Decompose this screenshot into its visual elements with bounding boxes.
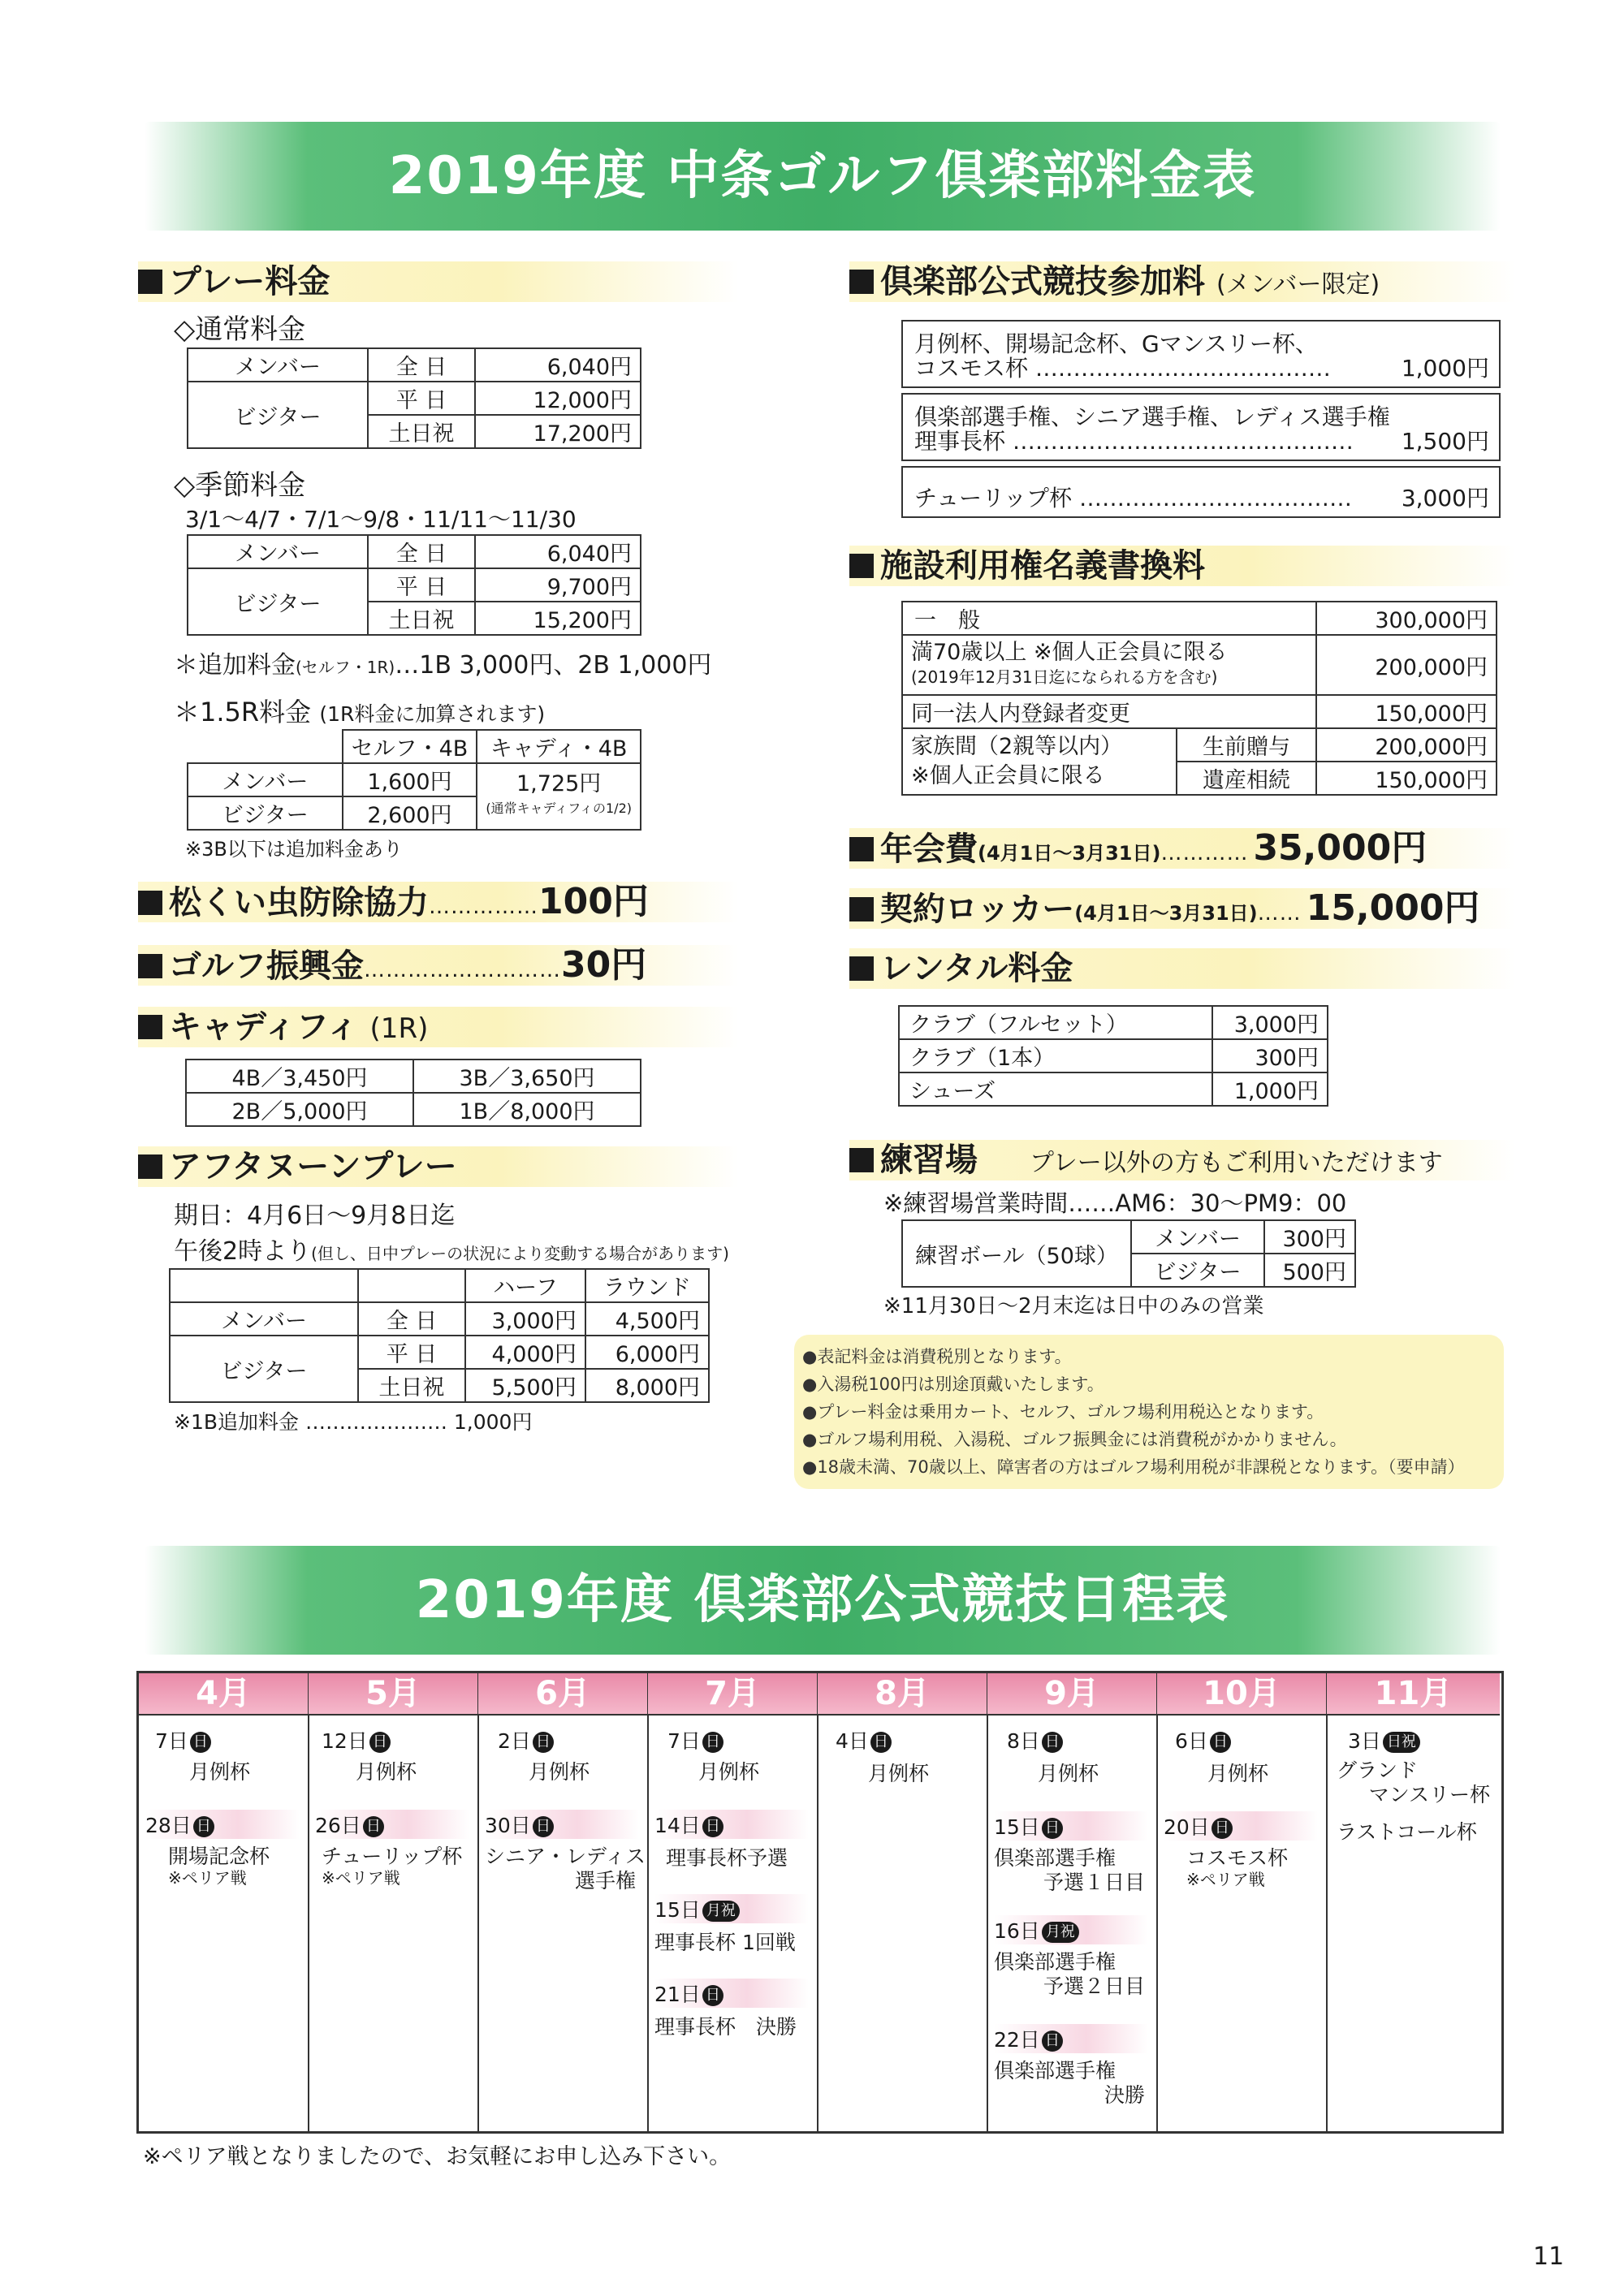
caddie-fee-cell: 1B／8,000円 xyxy=(413,1093,641,1126)
schedule-title: 2019年度 倶楽部公式競技日程表 xyxy=(415,1570,1230,1630)
sunday-badge-icon: 日 xyxy=(193,1816,214,1837)
competition-fee-heading: 倶楽部公式競技参加料 (メンバー限定) xyxy=(849,261,1515,302)
play-fee-heading: プレー料金 xyxy=(138,261,739,302)
seasonal-fee-table xyxy=(187,534,641,636)
price-cell: 8,000円 xyxy=(585,1369,709,1402)
month-header: 7月 xyxy=(648,1673,817,1716)
month-column: 5月 12日 日 月例杯 26日 日 チューリップ杯 ※ペリア戦 xyxy=(309,1673,479,2131)
price-cell: 150,000円 xyxy=(1316,695,1497,728)
schedule-footnote: ※ペリア戦となりましたので、お気軽にお申し込み下さい。 xyxy=(143,2144,732,2169)
price-cell: 12,000円 xyxy=(475,382,641,415)
holiday-badge-icon: 日祝 xyxy=(1383,1732,1420,1753)
sunday-badge-icon: 日 xyxy=(1042,1818,1063,1839)
price-cell: 2,600円 xyxy=(343,796,477,830)
month-column: 8月 4日 日 月例杯 xyxy=(818,1673,988,2131)
caddie-fee-table xyxy=(185,1059,641,1127)
price-cell: 200,000円 xyxy=(1316,635,1497,695)
member-label: メンバー xyxy=(1131,1220,1264,1254)
note-line: ●ゴルフ場利用税、入湯税、ゴルフ振興金には消費税がかかりません。 xyxy=(802,1430,1347,1449)
member-label: メンバー xyxy=(188,763,343,796)
sunday-badge-icon: 日 xyxy=(702,1732,723,1753)
month-header: 11月 xyxy=(1327,1673,1500,1716)
sunday-badge-icon: 日 xyxy=(369,1732,391,1753)
competition-fee-item: チューリップ杯 ……………………………… 3,000円 xyxy=(901,466,1501,518)
month-header: 9月 xyxy=(987,1673,1156,1716)
round-head: ラウンド xyxy=(585,1269,709,1302)
practice-hours: ※練習場営業時間……AM6：30～PM9：00 xyxy=(883,1189,1347,1217)
note-line: ●入湯税100円は別途頂戴いたします。 xyxy=(802,1375,1104,1394)
fee-title-banner xyxy=(145,122,1501,231)
day-label: 土日祝 xyxy=(358,1369,465,1402)
price-cell: 300円 xyxy=(1264,1220,1355,1254)
seasonal-fee-label: ◇季節料金 xyxy=(174,469,306,502)
sunday-badge-icon: 日 xyxy=(870,1732,892,1753)
month-column: 7月 7日 日 月例杯 14日 日 理事長杯予選 15日 月祝 理事長杯 1回戦 21日 日 理事長杯 決勝 xyxy=(648,1673,818,2131)
sunday-badge-icon: 日 xyxy=(1042,2031,1063,2052)
general-label: 一 般 xyxy=(902,602,1316,635)
price-cell: 3,000円 xyxy=(465,1302,585,1336)
month-header: 8月 xyxy=(818,1673,987,1716)
sunday-badge-icon: 日 xyxy=(363,1816,384,1837)
day-label: 全 日 xyxy=(358,1302,465,1336)
annual-fee-row: 年会費(4月1日～3月31日)………… 35,000円 xyxy=(849,828,1515,869)
square-bullet-icon xyxy=(138,1154,162,1179)
sunday-badge-icon: 日 xyxy=(533,1732,554,1753)
member-label: メンバー xyxy=(170,1302,358,1336)
month-column: 6月 2日 日 月例杯 30日 日 シニア・レディス 選手権 xyxy=(478,1673,649,2131)
practice-table xyxy=(901,1219,1356,1288)
transfer-fee-table xyxy=(901,601,1497,796)
day-label: 平 日 xyxy=(358,1336,465,1369)
caddie-fee-cell: 3B／3,650円 xyxy=(413,1060,641,1093)
month-column: 4月 7日 日 月例杯 28日 日 開場記念杯 ※ペリア戦 xyxy=(139,1673,309,2131)
practice-heading: 練習場 プレー以外の方もご利用いただけます xyxy=(849,1140,1515,1180)
square-bullet-icon xyxy=(849,554,874,578)
note-line: ●表記料金は消費税別となります。 xyxy=(802,1347,1072,1366)
rental-heading: レンタル料金 xyxy=(849,948,1515,989)
square-bullet-icon xyxy=(849,837,874,861)
price-cell: 1,600円 xyxy=(343,763,477,796)
sunday-badge-icon: 日 xyxy=(533,1816,554,1837)
one-half-round-footnote: ※3B以下は追加料金あり xyxy=(185,838,403,861)
member-label: メンバー xyxy=(188,348,368,382)
square-bullet-icon xyxy=(138,891,162,915)
rental-item: シューズ xyxy=(899,1072,1212,1106)
caddie-fee-cell: 2B／5,000円 xyxy=(186,1093,413,1126)
price-cell: 4,500円 xyxy=(585,1302,709,1336)
sunday-badge-icon: 日 xyxy=(190,1732,211,1753)
afternoon-start: 午後2時より(但し、日中プレーの状況により変動する場合があります) xyxy=(174,1237,729,1266)
family-label: 家族間（2親等以内） ※個人正会員に限る xyxy=(902,728,1177,795)
one-half-round-table xyxy=(187,729,641,831)
month-column: 11月 3日 日祝 グランド マンスリー杯 ラストコール杯 xyxy=(1327,1673,1500,2131)
square-bullet-icon xyxy=(138,270,162,294)
day-label: 土日祝 xyxy=(368,602,475,635)
transfer-fee-heading: 施設利用権名義書換料 xyxy=(849,546,1515,586)
visitor-label: ビジター xyxy=(170,1336,358,1402)
day-label: 土日祝 xyxy=(368,415,475,448)
sunday-badge-icon: 日 xyxy=(702,1985,723,2006)
price-cell: 17,200円 xyxy=(475,415,641,448)
rental-item: クラブ（フルセット） xyxy=(899,1006,1212,1039)
price-cell: 4,000円 xyxy=(465,1336,585,1369)
gift-label: 生前贈与 xyxy=(1177,728,1316,762)
one-half-round-fee: ＊1.5R料金 (1R料金に加算されます) xyxy=(174,697,546,727)
price-cell: 300円 xyxy=(1212,1039,1328,1072)
regular-fee-label: ◇通常料金 xyxy=(174,313,306,346)
price-cell: 1,000円 xyxy=(1212,1072,1328,1106)
month-header: 4月 xyxy=(139,1673,308,1716)
page-number: 11 xyxy=(1533,2242,1565,2271)
price-cell: 15,200円 xyxy=(475,602,641,635)
month-header: 5月 xyxy=(309,1673,477,1716)
month-header: 6月 xyxy=(478,1673,647,1716)
rental-item: クラブ（1本） xyxy=(899,1039,1212,1072)
sunday-badge-icon: 日 xyxy=(1212,1818,1233,1839)
day-label: 平 日 xyxy=(368,382,475,415)
price-cell: 6,040円 xyxy=(475,348,641,382)
square-bullet-icon xyxy=(849,956,874,981)
member-label: メンバー xyxy=(188,535,368,568)
afternoon-footnote: ※1B追加料金 ………………… 1,000円 xyxy=(174,1410,533,1434)
price-cell: 9,700円 xyxy=(475,568,641,602)
visitor-label: ビジター xyxy=(188,796,343,830)
competition-fee-item: 月例杯、開場記念杯、Gマンスリー杯、 コスモス杯 ………………………………… 1,000円 xyxy=(901,320,1501,388)
regular-fee-table xyxy=(187,347,641,449)
holiday-badge-icon: 月祝 xyxy=(702,1901,740,1922)
day-label: 平 日 xyxy=(368,568,475,602)
seasonal-period: 3/1～4/7・7/1～9/8・11/11～11/30 xyxy=(185,506,577,533)
note-line: ●プレー料金は乗用カート、セルフ、ゴルフ場利用税込となります。 xyxy=(802,1402,1324,1422)
visitor-label: ビジター xyxy=(188,382,368,448)
square-bullet-icon xyxy=(849,1148,874,1172)
sunday-badge-icon: 日 xyxy=(702,1816,723,1837)
ball-label: 練習ボール（50球） xyxy=(902,1220,1131,1287)
square-bullet-icon xyxy=(138,1015,162,1039)
locker-fee-row: 契約ロッカー(4月1日～3月31日)…… 15,000円 xyxy=(849,888,1515,929)
sunday-badge-icon: 日 xyxy=(1042,1732,1063,1753)
self-head: セルフ・4B xyxy=(343,730,477,763)
holiday-badge-icon: 月祝 xyxy=(1042,1922,1079,1943)
price-cell: 5,500円 xyxy=(465,1369,585,1402)
fee-title: 2019年度 中条ゴルフ倶楽部料金表 xyxy=(388,146,1257,206)
month-column: 9月 8日 日 月例杯 15日 日 倶楽部選手権 予選１日目 16日 月祝 倶楽部選手権 予選２日目 22日 日 倶楽部選手権 決勝 xyxy=(987,1673,1158,2131)
visitor-label: ビジター xyxy=(1131,1254,1264,1287)
price-cell: 150,000円 xyxy=(1316,762,1497,795)
month-header: 10月 xyxy=(1157,1673,1326,1716)
day-label: 全 日 xyxy=(368,535,475,568)
day-label: 全 日 xyxy=(368,348,475,382)
corp-label: 同一法人内登録者変更 xyxy=(902,695,1316,728)
practice-footnote: ※11月30日～2月末迄は日中のみの営業 xyxy=(883,1294,1264,1318)
price-cell: 500円 xyxy=(1264,1254,1355,1287)
golf-promo-row: ゴルフ振興金………………………30円 xyxy=(138,945,739,986)
caddie-price-cell: 1,725円 (通常キャディフィの1/2) xyxy=(477,763,641,830)
pine-fee-row: 松くい虫防除協力……………100円 xyxy=(138,882,739,922)
caddie-head: キャディ・4B xyxy=(477,730,641,763)
price-cell: 6,000円 xyxy=(585,1336,709,1369)
afternoon-period: 期日：4月6日～9月8日迄 xyxy=(174,1202,456,1230)
over70-label: 満70歳以上 ※個人正会員に限る (2019年12月31日迄になられる方を含む) xyxy=(902,635,1316,695)
visitor-label: ビジター xyxy=(188,568,368,635)
afternoon-table xyxy=(169,1268,710,1403)
rental-table xyxy=(898,1005,1328,1107)
inherit-label: 遺産相続 xyxy=(1177,762,1316,795)
schedule-title-banner xyxy=(145,1546,1501,1655)
caddie-fee-heading: キャディフィ (1R) xyxy=(138,1007,739,1047)
schedule-table xyxy=(136,1671,1504,2134)
extra-fee: ＊追加料金(セルフ・1R)…1B 3,000円、2B 1,000円 xyxy=(174,651,712,680)
sunday-badge-icon: 日 xyxy=(1210,1732,1231,1753)
notes-box xyxy=(794,1335,1504,1489)
afternoon-heading: アフタヌーンプレー xyxy=(138,1146,739,1187)
price-cell: 6,040円 xyxy=(475,535,641,568)
month-column: 10月 6日 日 月例杯 20日 日 コスモス杯 ※ペリア戦 xyxy=(1157,1673,1328,2131)
note-line: ●18歳未満、70歳以上、障害者の方はゴルフ場利用税が非課税となります。（要申請） xyxy=(802,1457,1465,1477)
price-cell: 300,000円 xyxy=(1316,602,1497,635)
price-cell: 200,000円 xyxy=(1316,728,1497,762)
caddie-fee-cell: 4B／3,450円 xyxy=(186,1060,413,1093)
square-bullet-icon xyxy=(849,897,874,921)
square-bullet-icon xyxy=(138,954,162,978)
price-cell: 3,000円 xyxy=(1212,1006,1328,1039)
square-bullet-icon xyxy=(849,270,874,294)
competition-fee-item: 倶楽部選手権、シニア選手権、レディス選手権 理事長杯 ……………………………………… 1,500円 xyxy=(901,393,1501,461)
half-head: ハーフ xyxy=(465,1269,585,1302)
